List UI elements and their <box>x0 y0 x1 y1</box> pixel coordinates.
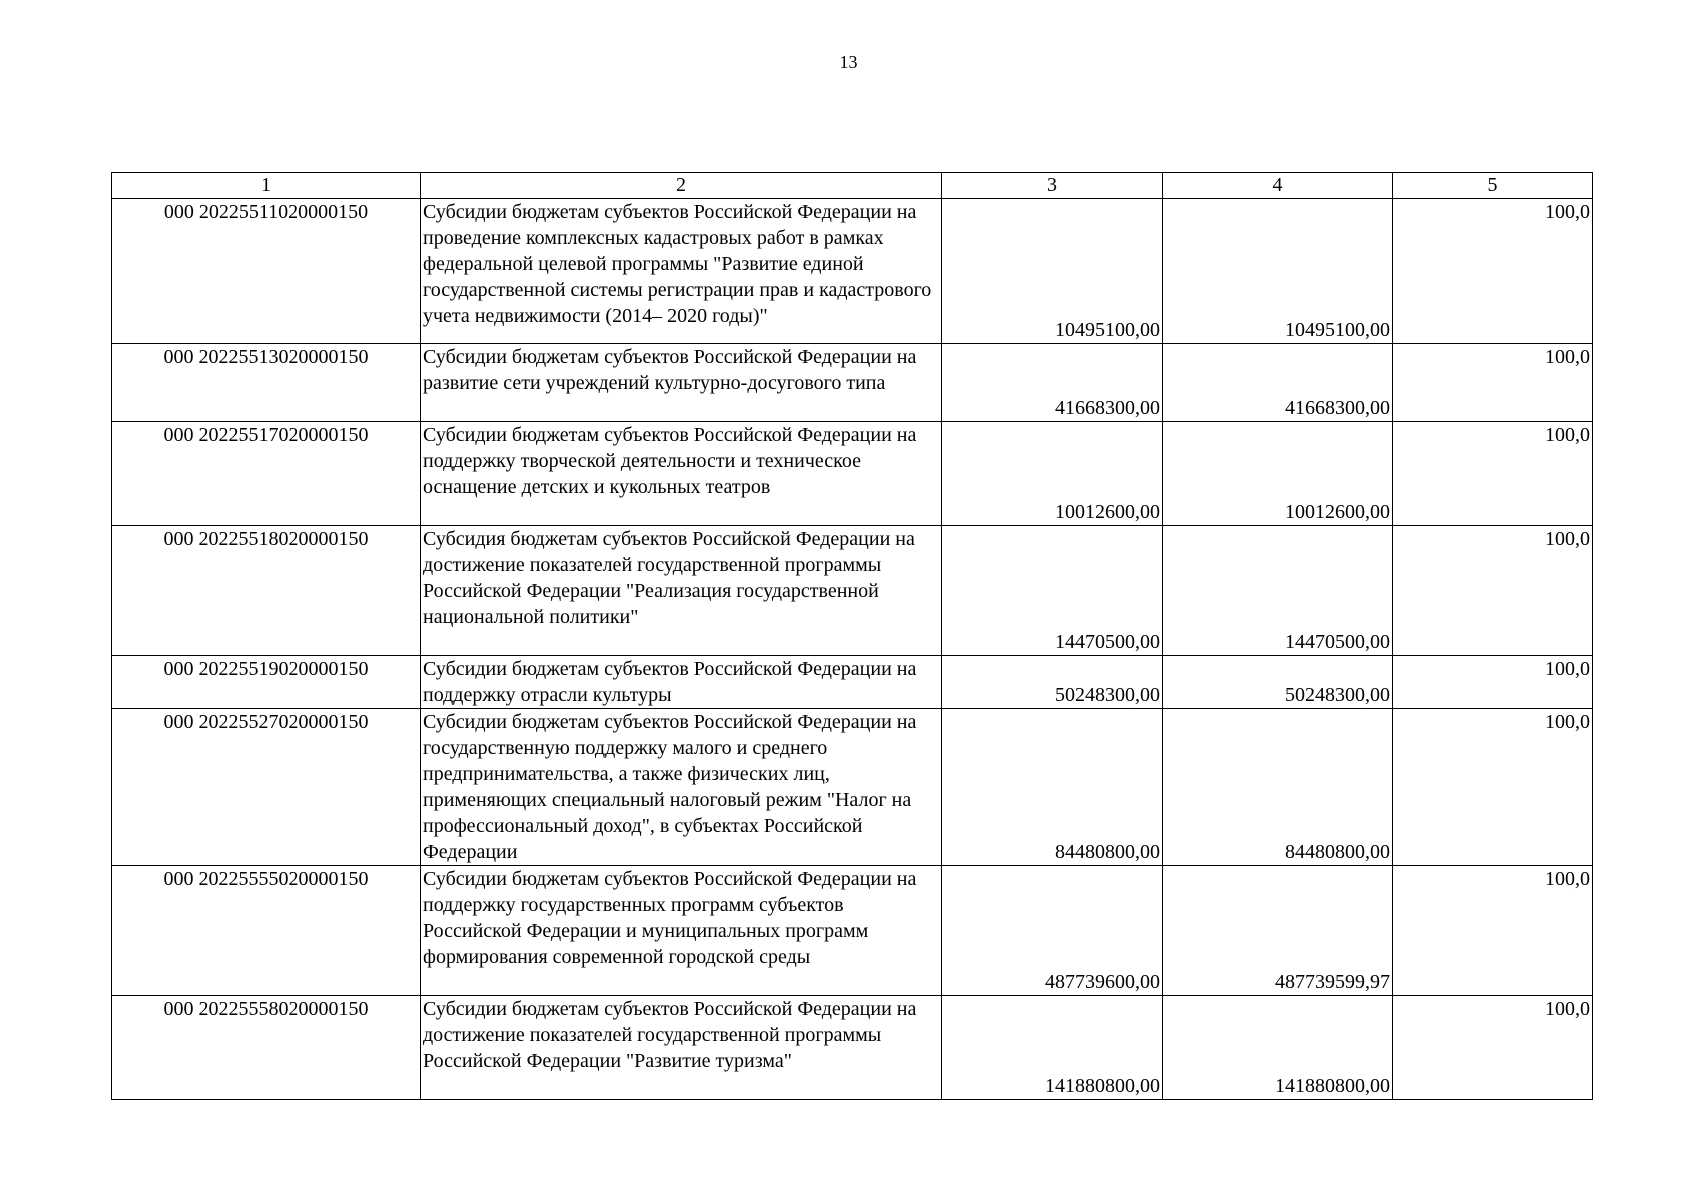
table-row <box>112 996 1593 1100</box>
table-row <box>112 709 1593 866</box>
execution-percent: 100,0 <box>1393 199 1593 344</box>
actual-amount: 41668300,00 <box>1163 344 1393 422</box>
plan-amount: 14470500,00 <box>942 526 1163 656</box>
budget-code: 000 20225555020000150 <box>112 866 421 996</box>
budget-code: 000 20225558020000150 <box>112 996 421 1100</box>
budget-code: 000 20225517020000150 <box>112 422 421 526</box>
header-col-5: 5 <box>1393 173 1593 199</box>
table-header <box>112 173 1593 199</box>
table-row <box>112 656 1593 709</box>
actual-amount: 50248300,00 <box>1163 656 1393 709</box>
table-row <box>112 422 1593 526</box>
header-col-2: 2 <box>421 173 942 199</box>
page-number: 13 <box>839 52 858 72</box>
actual-amount: 10495100,00 <box>1163 199 1393 344</box>
budget-table <box>111 172 1593 1100</box>
budget-code: 000 20225527020000150 <box>112 709 421 866</box>
budget-code: 000 20225519020000150 <box>112 656 421 709</box>
execution-percent: 100,0 <box>1393 709 1593 866</box>
actual-amount: 10012600,00 <box>1163 422 1393 526</box>
description: Субсидии бюджетам субъектов Российской Федерации на развитие сети учреждений культурно-досугового типа <box>421 344 942 422</box>
table-row <box>112 866 1593 996</box>
header-col-3: 3 <box>942 173 1163 199</box>
description: Субсидии бюджетам субъектов Российской Федерации на поддержку творческой деятельности и техническое оснащение детских и кукольных театров <box>421 422 942 526</box>
actual-amount: 84480800,00 <box>1163 709 1393 866</box>
actual-amount: 487739599,97 <box>1163 866 1393 996</box>
header-col-1: 1 <box>112 173 421 199</box>
plan-amount: 487739600,00 <box>942 866 1163 996</box>
table-row <box>112 199 1593 344</box>
execution-percent: 100,0 <box>1393 996 1593 1100</box>
execution-percent: 100,0 <box>1393 656 1593 709</box>
description: Субсидии бюджетам субъектов Российской Федерации на государственную поддержку малого и среднего предпринимательства, а также физических лиц, применяющих специальный налоговый режим "Налог на профессиональный доход", в субъектах Российской Федерации <box>421 709 942 866</box>
plan-amount: 41668300,00 <box>942 344 1163 422</box>
execution-percent: 100,0 <box>1393 422 1593 526</box>
execution-percent: 100,0 <box>1393 866 1593 996</box>
plan-amount: 10012600,00 <box>942 422 1163 526</box>
actual-amount: 14470500,00 <box>1163 526 1393 656</box>
description: Субсидии бюджетам субъектов Российской Федерации на поддержку отрасли культуры <box>421 656 942 709</box>
description: Субсидии бюджетам субъектов Российской Федерации на достижение показателей государственной программы Российской Федерации "Развитие туризма" <box>421 996 942 1100</box>
budget-code: 000 20225513020000150 <box>112 344 421 422</box>
header-row <box>112 173 1593 199</box>
description: Субсидии бюджетам субъектов Российской Федерации на проведение комплексных кадастровых работ в рамках федеральной целевой программы "Развитие единой государственной системы регистрации прав и кадастрового учета недвижимости (2014– 2020 годы)" <box>421 199 942 344</box>
description: Субсидия бюджетам субъектов Российской Федерации на достижение показателей государственной программы Российской Федерации "Реализация государственной национальной политики" <box>421 526 942 656</box>
plan-amount: 50248300,00 <box>942 656 1163 709</box>
plan-amount: 141880800,00 <box>942 996 1163 1100</box>
plan-amount: 10495100,00 <box>942 199 1163 344</box>
table-row <box>112 344 1593 422</box>
actual-amount: 141880800,00 <box>1163 996 1393 1100</box>
table-body <box>112 199 1593 1100</box>
table-row <box>112 526 1593 656</box>
execution-percent: 100,0 <box>1393 526 1593 656</box>
description: Субсидии бюджетам субъектов Российской Федерации на поддержку государственных программ субъектов Российской Федерации и муниципальных программ формирования современной городской среды <box>421 866 942 996</box>
execution-percent: 100,0 <box>1393 344 1593 422</box>
plan-amount: 84480800,00 <box>942 709 1163 866</box>
budget-code: 000 20225518020000150 <box>112 526 421 656</box>
budget-code: 000 20225511020000150 <box>112 199 421 344</box>
header-col-4: 4 <box>1163 173 1393 199</box>
